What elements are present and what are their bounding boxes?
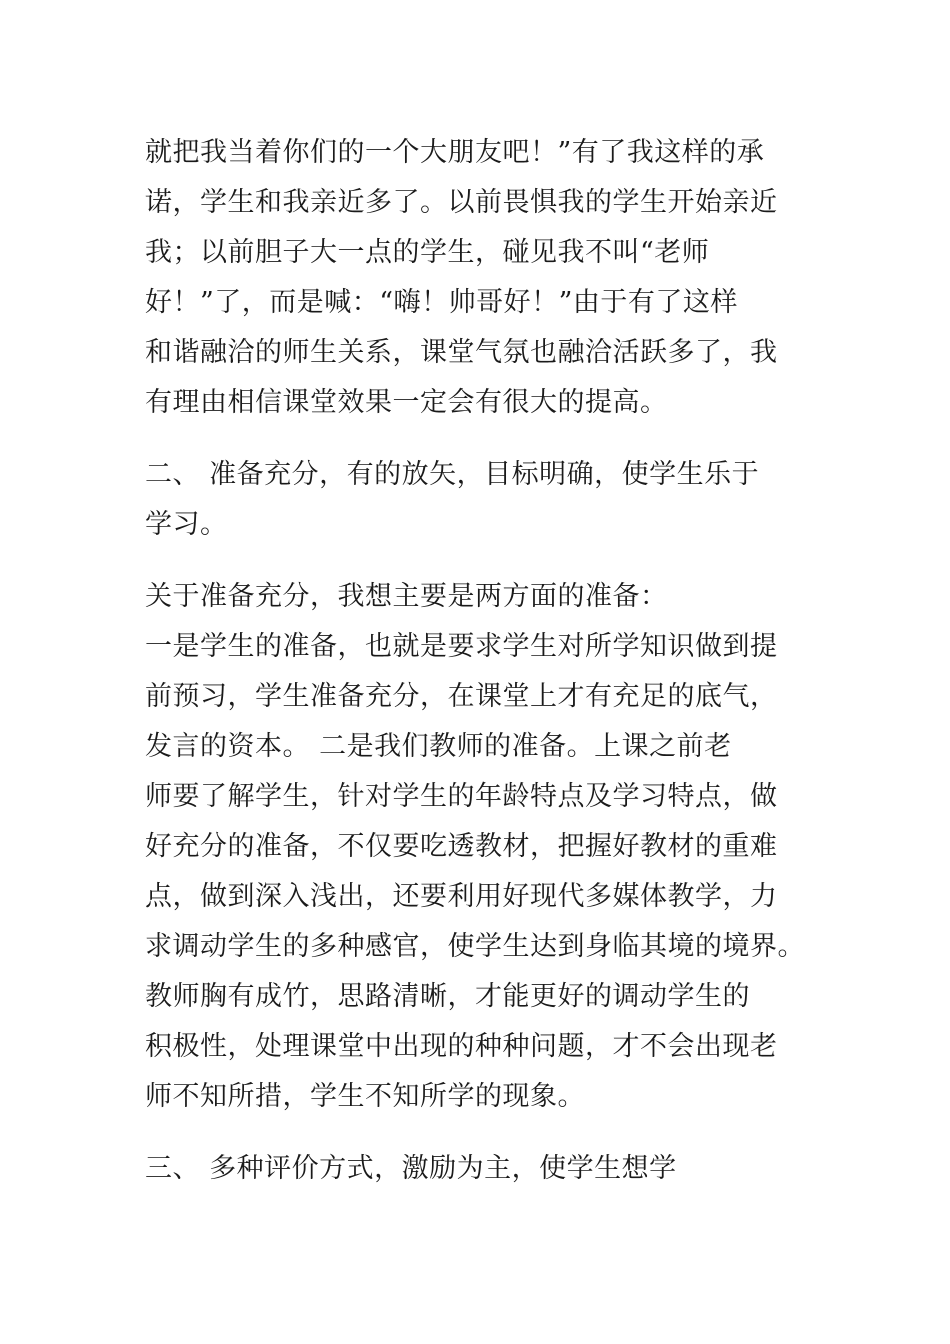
paragraph-line: 前预习，学生准备充分，在课堂上才有充足的底气， [145, 681, 778, 712]
paragraph-line: 教师胸有成竹，思路清晰，才能更好的调动学生的 [145, 981, 750, 1012]
paragraph-line: 点，做到深入浅出，还要利用好现代多媒体教学，力 [145, 881, 778, 912]
paragraph-line: 诺，学生和我亲近多了。以前畏惧我的学生开始亲近 [145, 187, 778, 218]
paragraph-line: 一是学生的准备，也就是要求学生对所学知识做到提 [145, 631, 778, 662]
section-heading: 三、 多种评价方式，激励为主，使学生想学 [145, 1153, 677, 1184]
paragraph-line: 有理由相信课堂效果一定会有很大的提高。 [145, 387, 668, 418]
paragraph-line: 和谐融洽的师生关系，课堂气氛也融洽活跃多了，我 [145, 337, 778, 368]
paragraph-line: 发言的资本。 二是我们教师的准备。上课之前老 [145, 731, 732, 762]
paragraph-line: 好充分的准备，不仅要吃透教材，把握好教材的重难 [145, 831, 778, 862]
paragraph-line: 关于准备充分，我想主要是两方面的准备： [145, 581, 668, 612]
paragraph-line: 好！”了，而是喊：“嗨！帅哥好！”由于有了这样 [145, 287, 738, 318]
paragraph-line: 积极性，处理课堂中出现的种种问题，才不会出现老 [145, 1031, 778, 1062]
paragraph-line: 我；以前胆子大一点的学生，碰见我不叫“老师 [145, 237, 710, 268]
section-heading-continuation: 学习。 [145, 509, 228, 540]
paragraph-line: 就把我当着你们的一个大朋友吧！”有了我这样的承 [145, 137, 765, 168]
section-heading: 二、 准备充分，有的放矢，目标明确，使学生乐于 [145, 459, 760, 490]
paragraph-line: 师要了解学生，针对学生的年龄特点及学习特点，做 [145, 781, 778, 812]
paragraph-line: 求调动学生的多种感官，使学生达到身临其境的境界。 [145, 931, 805, 962]
paragraph-line: 师不知所措，学生不知所学的现象。 [145, 1081, 585, 1112]
